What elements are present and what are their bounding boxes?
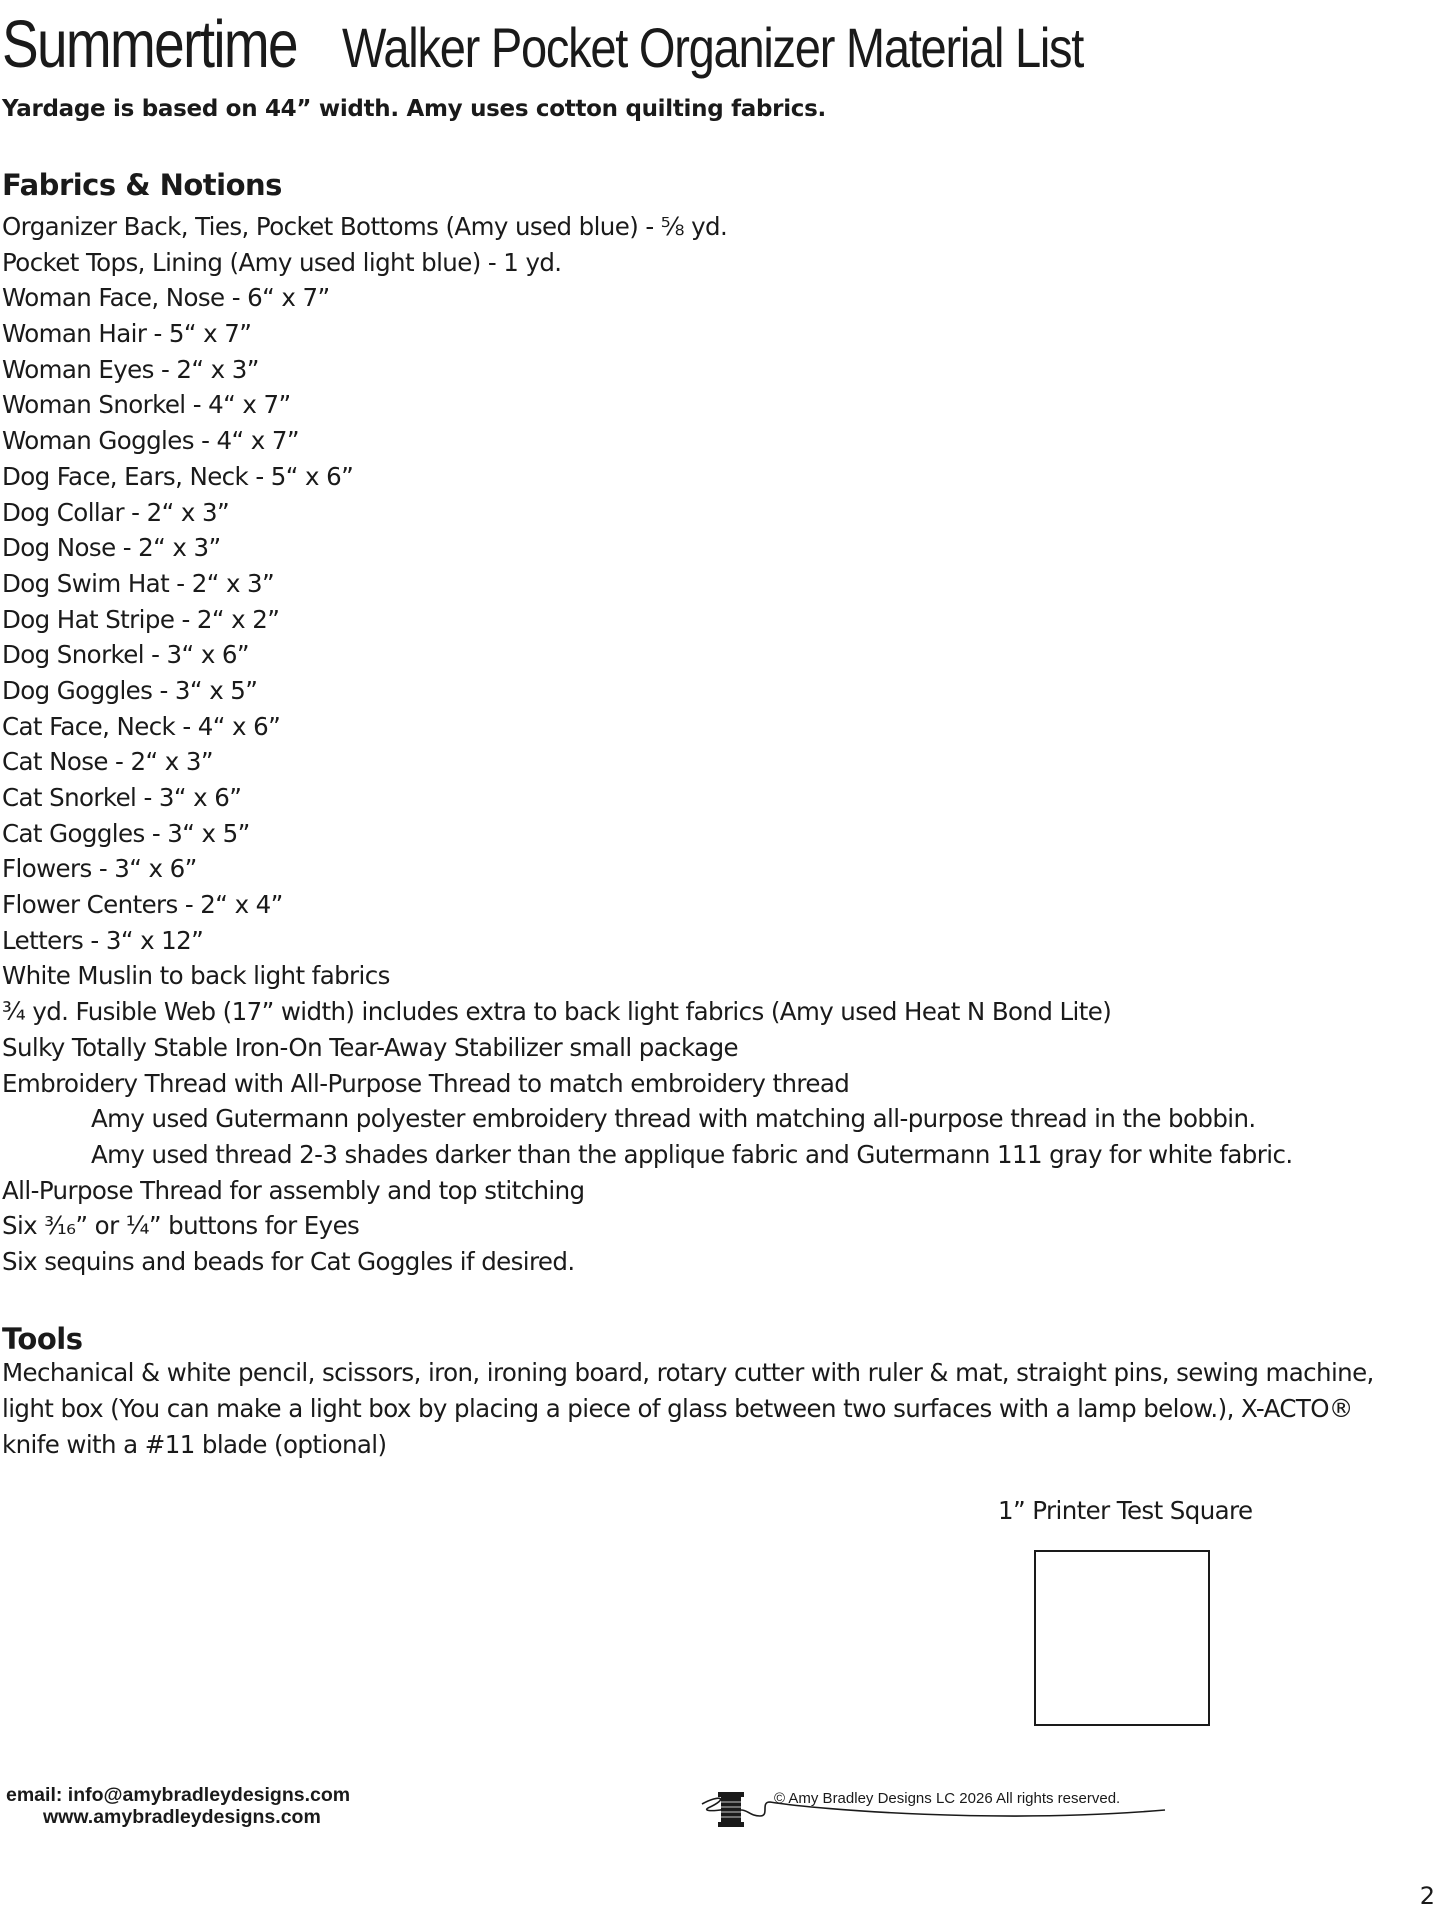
list-item: Woman Snorkel - 4“ x 7”: [2, 390, 291, 420]
copyright-notice: © Amy Bradley Designs LC 2026 All rights reserved.: [774, 1790, 1121, 1807]
list-item: Flower Centers - 2“ x 4”: [2, 890, 283, 920]
tools-list: Mechanical & white pencil, scissors, iron, ironing board, rotary cutter with ruler & mat, straight pins, sewing machine, light box (You can make a light box by placing a piece of glass between two surfaces with a lamp below.), X-ACTO® knife with a #11 blade (optional): [2, 1358, 1374, 1459]
footer-website: www.amybradleydesigns.com: [43, 1806, 321, 1828]
fabrics-notions-list: [2, 209, 1293, 1280]
tools-heading: Tools: [2, 1322, 83, 1356]
printer-test-square: [1034, 1550, 1210, 1726]
list-item: Six ³⁄₁₆” or ¼” buttons for Eyes: [2, 1211, 360, 1241]
list-item: Dog Hat Stripe - 2“ x 2”: [2, 604, 280, 634]
list-item: Cat Face, Neck - 4“ x 6”: [2, 711, 281, 741]
list-item: All-Purpose Thread for assembly and top stitching: [2, 1175, 585, 1205]
list-item: Woman Goggles - 4“ x 7”: [2, 426, 299, 456]
list-item: Dog Snorkel - 3“ x 6”: [2, 640, 249, 670]
list-item: Organizer Back, Ties, Pocket Bottoms (Amy used blue) - ⅝ yd.: [2, 212, 728, 241]
list-item: Cat Snorkel - 3“ x 6”: [2, 783, 242, 812]
copyright-block: [700, 1780, 1170, 1840]
list-item: Dog Swim Hat - 2“ x 3”: [2, 568, 275, 598]
list-item: Flowers - 3“ x 6”: [2, 854, 197, 884]
footer-contact: [6, 1784, 350, 1828]
footer-email: email: info@amybradleydesigns.com: [6, 1784, 351, 1806]
list-item: Letters - 3“ x 12”: [2, 925, 204, 955]
list-item: ¾ yd. Fusible Web (17” width) includes extra to back light fabrics (Amy used Heat N Bond Lite): [2, 997, 1112, 1027]
list-item: Sulky Totally Stable Iron-On Tear-Away Stabilizer small package: [2, 1032, 739, 1062]
list-item: Woman Hair - 5“ x 7”: [2, 319, 252, 349]
page-number: 2: [1419, 1882, 1435, 1910]
page-title: Summertime: [2, 7, 297, 82]
list-item: Cat Nose - 2“ x 3”: [2, 747, 213, 777]
list-item-sub: Amy used thread 2-3 shades darker than the applique fabric and Gutermann 111 gray for white fabric.: [91, 1139, 1293, 1169]
page-subtitle: Walker Pocket Organizer Material List: [341, 16, 1083, 79]
printer-test-square-label: 1” Printer Test Square: [998, 1496, 1253, 1525]
list-item: Dog Face, Ears, Neck - 5“ x 6”: [2, 461, 354, 491]
yardage-note: Yardage is based on 44” width. Amy uses cotton quilting fabrics.: [2, 96, 826, 122]
list-item-sub: Amy used Gutermann polyester embroidery thread with matching all-purpose thread in the bobbin.: [91, 1104, 1256, 1134]
spool-of-thread-icon: [700, 1780, 1170, 1840]
list-item: White Muslin to back light fabrics: [2, 961, 390, 991]
page-header: [2, 6, 1224, 83]
list-item: Embroidery Thread with All-Purpose Thread to match embroidery thread: [2, 1068, 850, 1098]
list-item: Dog Nose - 2“ x 3”: [2, 533, 221, 563]
list-item: Dog Collar - 2“ x 3”: [2, 497, 230, 527]
list-item: Cat Goggles - 3“ x 5”: [2, 818, 250, 848]
list-item: Woman Face, Nose - 6“ x 7”: [2, 283, 330, 313]
list-item: Six sequins and beads for Cat Goggles if desired.: [2, 1246, 575, 1276]
list-item: Dog Goggles - 3“ x 5”: [2, 675, 258, 705]
list-item: Pocket Tops, Lining (Amy used light blue) - 1 yd.: [2, 247, 562, 277]
list-item: Woman Eyes - 2“ x 3”: [2, 354, 259, 384]
fabrics-notions-heading: Fabrics & Notions: [2, 168, 282, 202]
